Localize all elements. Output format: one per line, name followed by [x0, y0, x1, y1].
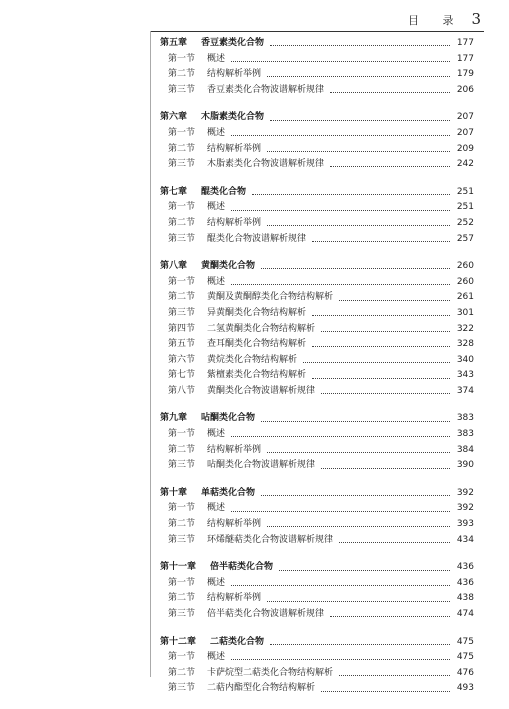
dot-leader — [267, 601, 450, 602]
dot-leader — [231, 511, 450, 512]
chapter-entry-title: 呫酮类化合物 — [201, 413, 256, 424]
chapter-entry-page: 260 — [456, 261, 474, 272]
section-entry-title: 结构解析举例 — [207, 444, 262, 455]
section-entry-title: 概述 — [207, 53, 226, 64]
section-entry-number: 第二节 — [168, 667, 196, 678]
section-entry-title: 黄酮及黄酮醇类化合物结构解析 — [207, 292, 334, 303]
section-entry-page: 390 — [456, 460, 474, 471]
section-entry-page: 207 — [456, 127, 474, 138]
section-entry[interactable] — [160, 384, 474, 400]
dot-leader — [312, 315, 450, 316]
section-entry-page: 322 — [456, 323, 474, 334]
section-entry-title: 香豆素类化合物波谱解析规律 — [207, 84, 325, 95]
dot-leader — [312, 378, 450, 379]
section-entry-number: 第二节 — [168, 519, 196, 530]
section-entry-page: 475 — [456, 652, 474, 663]
section-entry-number: 第一节 — [168, 53, 196, 64]
section-entry[interactable] — [160, 681, 474, 697]
section-entry-number: 第七节 — [168, 370, 196, 381]
dot-leader — [321, 393, 450, 394]
section-entry[interactable] — [160, 607, 474, 623]
section-entry-number: 第一节 — [168, 429, 196, 440]
section-entry-number: 第二节 — [168, 217, 196, 228]
dot-leader — [261, 268, 450, 269]
section-entry-title: 卡萨烷型二萜类化合物结构解析 — [207, 667, 334, 678]
section-entry-page: 476 — [456, 667, 474, 678]
dot-leader — [330, 166, 450, 167]
chapter-entry-page: 207 — [456, 112, 474, 123]
section-entry-page: 206 — [456, 84, 474, 95]
chapter-entry-title: 单萜类化合物 — [201, 487, 256, 498]
section-entry[interactable] — [160, 533, 474, 549]
section-entry-title: 木脂素类化合物波谱解析规律 — [207, 159, 325, 170]
section-entry-title: 倍半萜类化合物波谱解析规律 — [207, 609, 325, 619]
section-entry-title: 概述 — [207, 652, 226, 663]
section-entry-title: 呫酮类化合物波谱解析规律 — [207, 460, 316, 471]
section-entry[interactable] — [160, 368, 474, 384]
chapter-entry[interactable] — [160, 486, 474, 502]
chapter-entry-title: 倍半萜类化合物 — [210, 562, 274, 573]
dot-leader — [270, 120, 450, 121]
section-entry-number: 第八节 — [168, 385, 196, 396]
section-entry-page: 384 — [456, 444, 474, 455]
section-entry[interactable] — [160, 501, 474, 517]
chapter-block — [160, 560, 474, 622]
chapter-entry-number: 第九章 — [160, 413, 188, 424]
dot-leader — [270, 45, 450, 46]
chapter-entry[interactable] — [160, 635, 474, 651]
section-entry[interactable] — [160, 353, 474, 369]
dot-leader — [231, 61, 450, 62]
section-entry-page: 301 — [456, 307, 474, 318]
section-entry-number: 第三节 — [168, 534, 196, 545]
chapter-entry-title: 香豆素类化合物 — [201, 38, 265, 48]
dot-leader — [312, 241, 450, 242]
chapter-entry-number: 第五章 — [160, 38, 188, 48]
section-entry[interactable] — [160, 322, 474, 338]
chapter-block — [160, 36, 474, 98]
section-entry[interactable] — [160, 83, 474, 99]
section-entry[interactable] — [160, 650, 474, 666]
section-entry-number: 第一节 — [168, 652, 196, 663]
section-entry[interactable] — [160, 216, 474, 232]
section-entry-title: 环烯醚萜类化合物波谱解析规律 — [207, 534, 334, 545]
section-entry-number: 第六节 — [168, 354, 196, 365]
section-entry-page: 251 — [456, 202, 474, 213]
chapter-block — [160, 185, 474, 247]
section-entry-page: 374 — [456, 385, 474, 396]
section-entry-page: 438 — [456, 593, 474, 604]
page-header — [0, 10, 481, 28]
section-entry-title: 结构解析举例 — [207, 217, 262, 228]
section-entry[interactable] — [160, 290, 474, 306]
section-entry-number: 第三节 — [168, 460, 196, 471]
chapter-entry-title: 二萜类化合物 — [210, 636, 265, 647]
section-entry-page: 383 — [456, 429, 474, 440]
chapter-entry-page: 177 — [456, 38, 474, 48]
dot-leader — [267, 526, 450, 527]
section-entry-number: 第二节 — [168, 143, 196, 154]
section-entry[interactable] — [160, 306, 474, 322]
section-entry-number: 第五节 — [168, 339, 196, 350]
section-entry-title: 概述 — [207, 429, 226, 440]
dot-leader — [339, 300, 450, 301]
section-entry-number: 第二节 — [168, 69, 196, 80]
chapter-entry-number: 第六章 — [160, 112, 188, 123]
section-entry[interactable] — [160, 232, 474, 248]
section-entry[interactable] — [160, 517, 474, 533]
section-entry-page: 393 — [456, 519, 474, 530]
dot-leader — [261, 495, 450, 496]
section-entry-page: 252 — [456, 217, 474, 228]
section-entry-number: 第三节 — [168, 683, 196, 694]
section-entry-page: 434 — [456, 534, 474, 545]
chapter-entry[interactable] — [160, 411, 474, 427]
section-entry-page: 261 — [456, 292, 474, 303]
section-entry-title: 概述 — [207, 577, 226, 588]
chapter-entry-number: 第七章 — [160, 186, 188, 197]
section-entry-title: 概述 — [207, 202, 226, 213]
chapter-entry-title: 醌类化合物 — [201, 186, 247, 197]
chapter-entry-page: 383 — [456, 413, 474, 424]
margin-rule — [150, 31, 151, 677]
section-entry-title: 结构解析举例 — [207, 593, 262, 604]
dot-leader — [330, 92, 450, 93]
chapter-entry-number: 第十章 — [160, 487, 188, 498]
chapter-block — [160, 486, 474, 548]
chapter-entry-page: 251 — [456, 186, 474, 197]
section-entry-page: 436 — [456, 577, 474, 588]
section-entry-number: 第三节 — [168, 233, 196, 244]
section-entry-number: 第二节 — [168, 292, 196, 303]
section-entry[interactable] — [160, 458, 474, 474]
chapter-entry-page: 392 — [456, 487, 474, 498]
dot-leader — [321, 331, 450, 332]
header-page-number: 3 — [471, 10, 481, 28]
dot-leader — [339, 675, 450, 676]
section-entry[interactable] — [160, 427, 474, 443]
section-entry-title: 异黄酮类化合物结构解析 — [207, 307, 307, 318]
chapter-entry[interactable] — [160, 36, 474, 52]
chapter-entry-title: 木脂素类化合物 — [201, 112, 265, 123]
section-entry-number: 第三节 — [168, 307, 196, 318]
dot-leader — [252, 194, 450, 195]
section-entry-page: 179 — [456, 69, 474, 80]
section-entry[interactable] — [160, 67, 474, 83]
section-entry-page: 257 — [456, 233, 474, 244]
section-entry[interactable] — [160, 52, 474, 68]
header-label: 目 录 — [407, 14, 464, 27]
section-entry[interactable] — [160, 576, 474, 592]
section-entry-page: 260 — [456, 276, 474, 287]
section-entry[interactable] — [160, 591, 474, 607]
dot-leader — [270, 644, 450, 645]
section-entry-title: 二萜内酯型化合物结构解析 — [207, 683, 316, 694]
section-entry-title: 黄烷类化合物结构解析 — [207, 354, 298, 365]
chapter-entry[interactable] — [160, 185, 474, 201]
section-entry-number: 第一节 — [168, 276, 196, 287]
section-entry[interactable] — [160, 126, 474, 142]
section-entry-title: 醌类化合物波谱解析规律 — [207, 233, 307, 244]
section-entry-page: 340 — [456, 354, 474, 365]
section-entry-title: 概述 — [207, 127, 226, 138]
section-entry-title: 结构解析举例 — [207, 69, 262, 80]
section-entry-title: 结构解析举例 — [207, 519, 262, 530]
chapter-entry[interactable] — [160, 110, 474, 126]
section-entry-page: 209 — [456, 143, 474, 154]
chapter-block — [160, 411, 474, 473]
chapter-block — [160, 110, 474, 172]
section-entry-title: 结构解析举例 — [207, 143, 262, 154]
chapter-entry-title: 黄酮类化合物 — [201, 261, 256, 272]
chapter-entry-number: 第十二章 — [160, 636, 197, 647]
section-entry-page: 242 — [456, 159, 474, 170]
dot-leader — [231, 284, 450, 285]
dot-leader — [330, 616, 450, 617]
section-entry[interactable] — [160, 275, 474, 291]
section-entry-title: 紫檀素类化合物结构解析 — [207, 370, 307, 381]
section-entry-title: 查耳酮类化合物结构解析 — [207, 339, 307, 350]
section-entry-number: 第四节 — [168, 323, 196, 334]
section-entry-number: 第三节 — [168, 609, 196, 619]
dot-leader — [321, 691, 450, 692]
section-entry-number: 第三节 — [168, 84, 196, 95]
chapter-entry[interactable] — [160, 560, 474, 576]
section-entry-title: 黄酮类化合物波谱解析规律 — [207, 385, 316, 396]
section-entry-title: 概述 — [207, 276, 226, 287]
section-entry-number: 第三节 — [168, 159, 196, 170]
section-entry-page: 392 — [456, 503, 474, 514]
section-entry-title: 二氢黄酮类化合物结构解析 — [207, 323, 316, 334]
dot-leader — [312, 346, 450, 347]
dot-leader — [267, 76, 450, 77]
section-entry-number: 第二节 — [168, 444, 196, 455]
table-of-contents — [160, 36, 474, 709]
dot-leader — [261, 421, 450, 422]
dot-leader — [231, 210, 450, 211]
section-entry[interactable] — [160, 200, 474, 216]
section-entry-page: 177 — [456, 53, 474, 64]
section-entry[interactable] — [160, 666, 474, 682]
chapter-entry-number: 第十一章 — [160, 562, 197, 573]
dot-leader — [321, 468, 450, 469]
section-entry-number: 第一节 — [168, 127, 196, 138]
dot-leader — [231, 135, 450, 136]
section-entry-page: 343 — [456, 370, 474, 381]
chapter-entry[interactable] — [160, 259, 474, 275]
dot-leader — [279, 570, 450, 571]
chapter-block — [160, 259, 474, 399]
section-entry-number: 第一节 — [168, 577, 196, 588]
dot-leader — [231, 659, 450, 660]
chapter-block — [160, 635, 474, 697]
section-entry[interactable] — [160, 157, 474, 173]
chapter-entry-number: 第八章 — [160, 261, 188, 272]
section-entry[interactable] — [160, 443, 474, 459]
chapter-entry-page: 436 — [456, 562, 474, 573]
chapter-entry-page: 475 — [456, 636, 474, 647]
section-entry[interactable] — [160, 337, 474, 353]
section-entry-number: 第一节 — [168, 503, 196, 514]
dot-leader — [267, 225, 450, 226]
dot-leader — [231, 585, 450, 586]
dot-leader — [231, 436, 450, 437]
section-entry-page: 474 — [456, 609, 474, 619]
section-entry-number: 第二节 — [168, 593, 196, 604]
section-entry-page: 493 — [456, 683, 474, 694]
section-entry-number: 第一节 — [168, 202, 196, 213]
dot-leader — [267, 151, 450, 152]
section-entry-title: 概述 — [207, 503, 226, 514]
dot-leader — [339, 542, 450, 543]
section-entry[interactable] — [160, 142, 474, 158]
header-rule — [150, 31, 484, 32]
section-entry-page: 328 — [456, 339, 474, 350]
dot-leader — [267, 452, 450, 453]
dot-leader — [303, 362, 450, 363]
